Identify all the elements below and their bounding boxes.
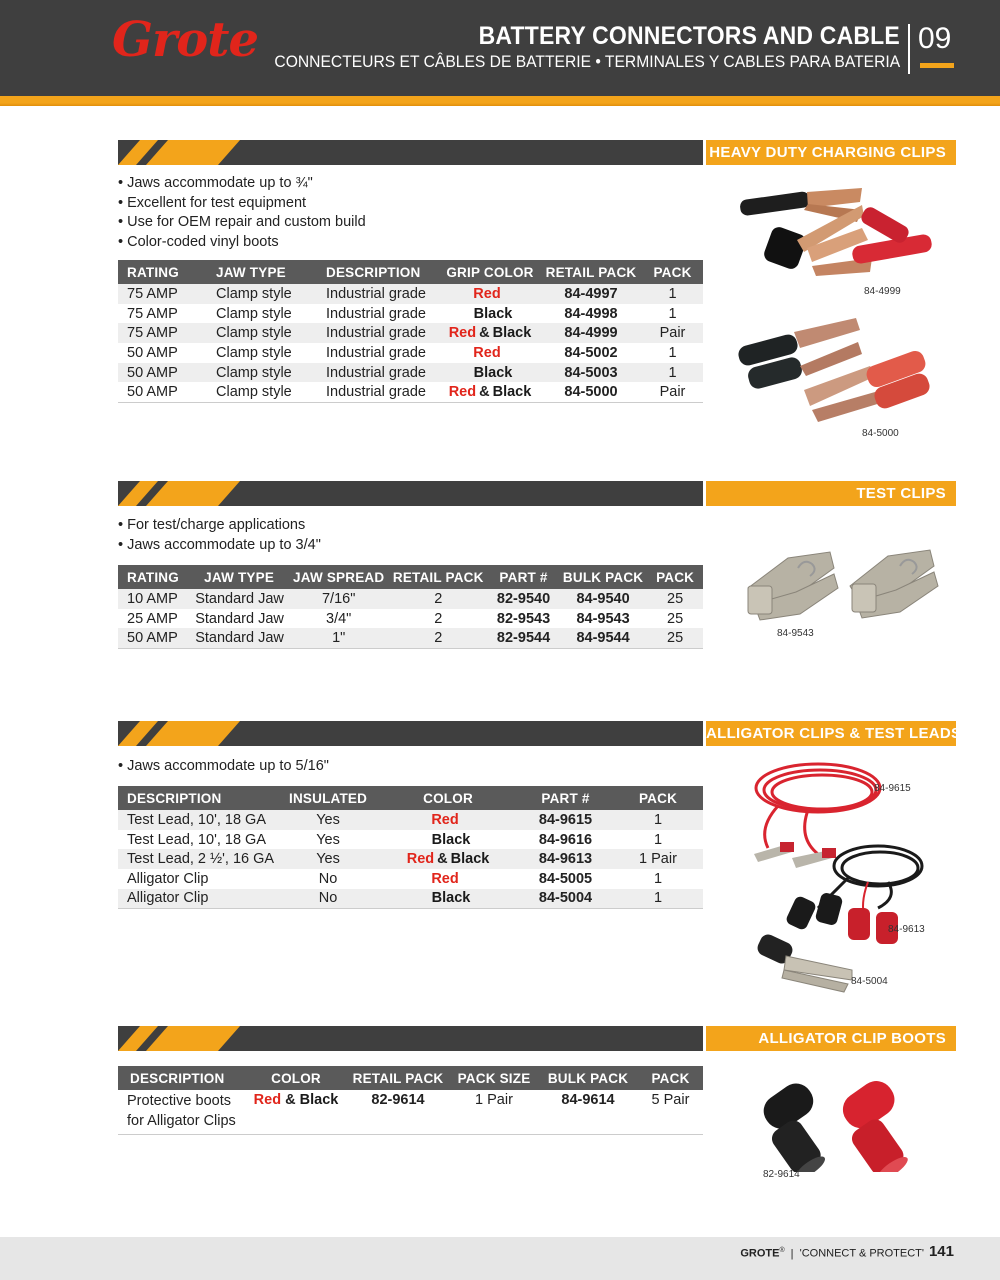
grote-logo: Grote — [112, 12, 259, 68]
col-header: COLOR — [378, 786, 518, 810]
cell-color — [440, 343, 540, 363]
col-header: PACK — [613, 786, 703, 810]
cell-rating: 50 AMP — [118, 628, 189, 648]
footer-tagline: 'CONNECT & PROTECT' — [799, 1247, 924, 1260]
bullet-item: • Jaws accommodate up to 5/16" — [118, 757, 329, 777]
cell-rating: 50 AMP — [118, 343, 208, 363]
table-test — [118, 565, 703, 649]
cell-pack: 1 Pair — [613, 849, 703, 869]
table-boots — [118, 1066, 703, 1135]
color-amp: & — [437, 851, 448, 868]
color-black: Black — [473, 305, 513, 322]
table-row — [118, 609, 703, 629]
color-black: Black — [492, 384, 532, 401]
cell-description: Alligator Clip — [118, 889, 278, 909]
cell-description: Test Lead, 2 ½', 16 GA — [118, 849, 278, 869]
table-header-row — [118, 786, 703, 810]
table-row — [118, 869, 703, 889]
cell-part-number: 84-9615 — [518, 810, 613, 830]
col-header: RETAIL PACK — [388, 565, 488, 589]
image-caption: 84-5000 — [862, 428, 899, 439]
cell-description: Industrial grade — [314, 304, 440, 324]
footer-separator: | — [790, 1247, 794, 1260]
section-bar-accent — [118, 1026, 258, 1051]
page-subtitle: CONNECTEURS ET CÂBLES DE BATTERIE • TERMINALES Y CABLES PARA BATERIA — [274, 52, 900, 71]
cell-pack: 25 — [647, 609, 703, 629]
color-black: Black — [431, 831, 471, 848]
section-bar-heavy — [118, 140, 703, 165]
image-caption: 84-9543 — [777, 628, 814, 639]
table-row — [118, 849, 703, 869]
col-header: COLOR — [246, 1066, 346, 1090]
cell-color — [378, 849, 518, 869]
cell-jaw-type: Standard Jaw — [189, 589, 289, 609]
color-red: Red — [473, 285, 501, 302]
col-header: DESCRIPTION — [118, 786, 278, 810]
cell-pack-size: 1 Pair — [450, 1090, 538, 1134]
cell-part-number: 82-9540 — [488, 589, 559, 609]
table-alligator — [118, 786, 703, 909]
color-amp: & — [479, 325, 490, 342]
section-bar-boots — [118, 1026, 703, 1051]
image-caption: 84-5004 — [851, 976, 888, 987]
cell-description — [118, 1090, 246, 1134]
cell-part-number: 82-9544 — [488, 628, 559, 648]
cell-part-number: 84-9616 — [518, 830, 613, 850]
col-header: PACK — [638, 1066, 703, 1090]
col-header: JAW TYPE — [189, 565, 289, 589]
cell-retail-pack: 84-4999 — [540, 323, 642, 343]
footer-text — [740, 1247, 924, 1260]
color-red: Red — [431, 811, 459, 828]
table-header-row — [118, 260, 703, 284]
image-alligator-clips-test-leads — [748, 758, 948, 1008]
image-test-clips-84-9543 — [738, 538, 944, 632]
col-header: PACK — [642, 260, 703, 284]
color-red: Red — [253, 1092, 282, 1108]
bullet-list-test — [118, 516, 321, 555]
col-header: JAW SPREAD — [289, 565, 388, 589]
cell-jaw-type: Clamp style — [208, 284, 314, 304]
table-row — [118, 589, 703, 609]
cell-description: Industrial grade — [314, 323, 440, 343]
cell-color — [378, 869, 518, 889]
table-heavy — [118, 260, 703, 403]
cell-insulated: Yes — [278, 830, 378, 850]
cell-retail-pack: 2 — [388, 589, 488, 609]
color-black: Black — [473, 364, 513, 381]
cell-color — [378, 830, 518, 850]
cell-bulk-pack: 84-9543 — [559, 609, 647, 629]
cell-jaw-type: Clamp style — [208, 382, 314, 402]
cell-color — [440, 284, 540, 304]
table-row — [118, 323, 703, 343]
bullet-list-heavy — [118, 174, 366, 253]
col-header: RATING — [118, 565, 189, 589]
table-row — [118, 830, 703, 850]
section-bar-test — [118, 481, 703, 506]
color-black: Black — [299, 1092, 339, 1108]
cell-description: Industrial grade — [314, 343, 440, 363]
cell-color — [440, 363, 540, 383]
cell-pack: 1 — [642, 284, 703, 304]
image-charging-clips-84-5000 — [730, 310, 940, 428]
image-caption: 82-9614 — [763, 1169, 800, 1180]
col-header: PART # — [488, 565, 559, 589]
cell-pack: 1 — [642, 363, 703, 383]
cell-part-number: 82-9543 — [488, 609, 559, 629]
col-header: PACK SIZE — [450, 1066, 538, 1090]
description-line: Protective boots — [127, 1093, 231, 1110]
cell-color — [440, 382, 540, 402]
table-row — [118, 343, 703, 363]
col-header: DESCRIPTION — [118, 1066, 246, 1090]
table-row — [118, 382, 703, 402]
cell-pack: Pair — [642, 382, 703, 402]
section-label-boots: ALLIGATOR CLIP BOOTS — [706, 1026, 956, 1051]
cell-rating: 75 AMP — [118, 304, 208, 324]
cell-pack: Pair — [642, 323, 703, 343]
cell-insulated: Yes — [278, 849, 378, 869]
col-header: DESCRIPTION — [314, 260, 440, 284]
header-stripe — [0, 96, 1000, 106]
cell-jaw-spread: 3/4" — [289, 609, 388, 629]
color-red: Red — [473, 344, 501, 361]
page-title: BATTERY CONNECTORS AND CABLE — [478, 22, 900, 50]
col-header: RETAIL PACK — [540, 260, 642, 284]
section-bar-alligator — [118, 721, 703, 746]
chapter-number: 09 — [918, 22, 952, 55]
table-header-row — [118, 1066, 703, 1090]
cell-description: Test Lead, 10', 18 GA — [118, 830, 278, 850]
cell-retail-pack: 2 — [388, 609, 488, 629]
table-row — [118, 284, 703, 304]
section-bar-accent — [118, 140, 258, 165]
cell-rating: 50 AMP — [118, 382, 208, 402]
cell-description: Industrial grade — [314, 382, 440, 402]
color-red: Red — [448, 325, 477, 342]
cell-color — [246, 1090, 346, 1134]
color-red: Red — [431, 870, 459, 887]
color-red: Red — [448, 384, 477, 401]
cell-insulated: Yes — [278, 810, 378, 830]
color-amp: & — [285, 1092, 296, 1108]
image-caption: 84-4999 — [864, 286, 901, 297]
cell-pack: 1 — [642, 343, 703, 363]
section-label-heavy: HEAVY DUTY CHARGING CLIPS — [706, 140, 956, 165]
section-label-alligator: ALLIGATOR CLIPS & TEST LEADS — [706, 721, 956, 746]
cell-rating: 75 AMP — [118, 323, 208, 343]
cell-color — [440, 304, 540, 324]
color-amp: & — [479, 384, 490, 401]
title-divider — [908, 24, 910, 74]
table-row — [118, 889, 703, 909]
cell-rating: 25 AMP — [118, 609, 189, 629]
cell-bulk-pack: 84-9540 — [559, 589, 647, 609]
table-row — [118, 304, 703, 324]
footer-brand: GROTE — [740, 1247, 780, 1260]
col-header: PART # — [518, 786, 613, 810]
cell-jaw-spread: 7/16" — [289, 589, 388, 609]
cell-part-number: 84-5004 — [518, 889, 613, 909]
cell-pack: 25 — [647, 589, 703, 609]
cell-part-number: 84-5005 — [518, 869, 613, 889]
cell-retail-pack: 2 — [388, 628, 488, 648]
col-header: RETAIL PACK — [346, 1066, 450, 1090]
cell-retail-pack: 84-5000 — [540, 382, 642, 402]
cell-rating: 75 AMP — [118, 284, 208, 304]
bullet-item: • Jaws accommodate up to 3/4" — [118, 536, 321, 556]
section-bar-accent — [118, 721, 258, 746]
section-bar-accent — [118, 481, 258, 506]
cell-jaw-type: Clamp style — [208, 323, 314, 343]
cell-pack: 1 — [642, 304, 703, 324]
cell-part-number: 84-9613 — [518, 849, 613, 869]
cell-retail-pack: 84-5003 — [540, 363, 642, 383]
cell-pack: 1 — [613, 810, 703, 830]
cell-jaw-type: Standard Jaw — [189, 609, 289, 629]
bullet-item: • Excellent for test equipment — [118, 194, 366, 214]
cell-color — [440, 323, 540, 343]
bullet-list-alligator — [118, 757, 329, 777]
image-caption: 84-9615 — [874, 783, 911, 794]
cell-description: Industrial grade — [314, 284, 440, 304]
bullet-item: • Jaws accommodate up to ¾" — [118, 174, 366, 194]
table-row — [118, 363, 703, 383]
cell-jaw-type: Clamp style — [208, 304, 314, 324]
table-row — [118, 628, 703, 648]
section-label-test: TEST CLIPS — [706, 481, 956, 506]
col-header: GRIP COLOR — [440, 260, 540, 284]
cell-retail-pack: 82-9614 — [346, 1090, 450, 1134]
cell-pack: 1 — [613, 889, 703, 909]
cell-bulk-pack: 84-9614 — [538, 1090, 638, 1134]
page-number: 141 — [928, 1243, 954, 1260]
cell-pack: 5 Pair — [638, 1090, 703, 1134]
cell-color — [378, 889, 518, 909]
cell-insulated: No — [278, 889, 378, 909]
cell-jaw-spread: 1" — [289, 628, 388, 648]
bullet-item: • Color-coded vinyl boots — [118, 233, 366, 253]
col-header: INSULATED — [278, 786, 378, 810]
cell-retail-pack: 84-4997 — [540, 284, 642, 304]
image-caption: 84-9613 — [888, 924, 925, 935]
cell-rating: 10 AMP — [118, 589, 189, 609]
footer-registered: ® — [779, 1247, 785, 1254]
color-red: Red — [406, 851, 435, 868]
col-header: BULK PACK — [559, 565, 647, 589]
cell-color — [378, 810, 518, 830]
col-header: PACK — [647, 565, 703, 589]
color-black: Black — [450, 851, 490, 868]
cell-jaw-type: Clamp style — [208, 363, 314, 383]
image-charging-clips-84-4999 — [712, 180, 956, 290]
cell-description: Alligator Clip — [118, 869, 278, 889]
cell-rating: 50 AMP — [118, 363, 208, 383]
table-row — [118, 1090, 703, 1134]
cell-jaw-type: Clamp style — [208, 343, 314, 363]
image-alligator-clip-boots — [740, 1066, 940, 1172]
cell-description: Test Lead, 10', 18 GA — [118, 810, 278, 830]
chapter-underline — [920, 63, 954, 68]
col-header: RATING — [118, 260, 208, 284]
cell-pack: 25 — [647, 628, 703, 648]
cell-jaw-type: Standard Jaw — [189, 628, 289, 648]
bullet-item: • Use for OEM repair and custom build — [118, 213, 366, 233]
cell-bulk-pack: 84-9544 — [559, 628, 647, 648]
cell-insulated: No — [278, 869, 378, 889]
cell-pack: 1 — [613, 830, 703, 850]
table-header-row — [118, 565, 703, 589]
col-header: BULK PACK — [538, 1066, 638, 1090]
cell-pack: 1 — [613, 869, 703, 889]
cell-retail-pack: 84-4998 — [540, 304, 642, 324]
description-line: for Alligator Clips — [127, 1112, 236, 1129]
bullet-item: • For test/charge applications — [118, 516, 321, 536]
color-black: Black — [431, 890, 471, 907]
cell-retail-pack: 84-5002 — [540, 343, 642, 363]
col-header: JAW TYPE — [208, 260, 314, 284]
table-row — [118, 810, 703, 830]
cell-description: Industrial grade — [314, 363, 440, 383]
color-black: Black — [492, 325, 532, 342]
